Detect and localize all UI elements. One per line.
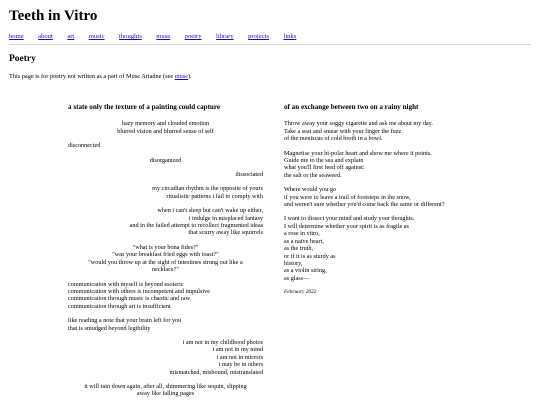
poem-line: I want to dissect your mind and study your thoughts. <box>284 215 415 223</box>
poem-line: necklace?" <box>152 266 179 274</box>
poem-line: as the truth, <box>284 245 314 253</box>
poem-exchange-rainy-night <box>284 104 484 304</box>
intro-text: This page is for poetry not written as a part of Muse Ariadne (see <box>9 73 175 80</box>
poem-line: my circadian rhythm is the opposite of yours <box>152 185 263 193</box>
poem-line: it will rain down again, after all, shimmering like sequin, slipping <box>84 382 247 390</box>
nav-link-library[interactable]: library <box>216 33 234 40</box>
poem-title: a state only the texture of a painting could capture <box>68 103 221 111</box>
poem-line: or if it is as sturdy as <box>284 252 336 260</box>
main-nav <box>9 33 311 40</box>
poem-line: of the meniscus of cold broth in a bowl. <box>284 135 383 143</box>
poem-line: and in the failed attempt to recollect fragmented ideas <box>129 222 263 230</box>
poem-date: February 2022 <box>284 289 317 296</box>
page-intro <box>9 73 192 80</box>
poem-line: i am not in my mind <box>212 346 263 354</box>
page-title: Poetry <box>9 54 36 64</box>
poem-texture-of-painting <box>68 104 263 405</box>
poem-line: disorganized <box>149 156 182 164</box>
poem-line: communication with myself is beyond esoteric <box>68 280 184 288</box>
poem-line: communication through music is chaotic and raw <box>68 295 191 303</box>
poem-line: that is smudged beyond legibility <box>68 324 151 332</box>
site-title: Teeth in Vitro <box>9 8 98 24</box>
poem-line: like reading a note that your brain left for you <box>68 317 182 325</box>
poem-line: disconnected <box>68 142 101 150</box>
poem-stanza <box>68 281 263 311</box>
poem-line: that scurry away like squirrels <box>188 229 263 237</box>
poem-line: i am not in my childhood photos <box>182 338 263 346</box>
poem-line: a rose in vitro, <box>284 230 320 238</box>
poem-line: I will determine whether your spirit is as fragile as <box>284 222 409 230</box>
poem-line: and weren't sure whether you'd come back the same or different? <box>284 201 445 209</box>
poem-line: communication with others is incompetent and impulsive <box>68 287 210 295</box>
header-divider <box>9 44 531 45</box>
nav-link-muse[interactable]: muse <box>156 33 171 40</box>
poem-line: i may be in others <box>218 361 263 369</box>
poem-line: Throw away your soggy cigarette and ask me about my day. <box>284 120 433 128</box>
poem-line: Magnetise your bi-polar heart and show me where it points. <box>284 149 432 157</box>
poem-stanza <box>284 215 484 282</box>
nav-link-art[interactable]: art <box>67 33 75 40</box>
poem-line: the salt or the seaweed. <box>284 171 342 179</box>
nav-link-poetry[interactable]: poetry <box>184 33 202 40</box>
poem-line: if you were to leave a trail of footsteps in the snow, <box>284 193 411 201</box>
intro-text-end: ). <box>188 73 192 80</box>
nav-link-thoughts[interactable]: thoughts <box>119 33 142 40</box>
poem-line: away like falling pages <box>136 390 195 398</box>
poem-line: dissociated <box>235 171 263 179</box>
poem-line: communication through art is insufficient <box>68 302 171 310</box>
poem-stanza <box>68 339 263 376</box>
poem-line: Guide me to the sea and explain <box>284 157 364 165</box>
poem-line: when i can't sleep but can't wake up either, <box>157 207 263 215</box>
poem-line: as glass— <box>284 274 310 282</box>
poem-line: ritualistic patterns i fail to comply with <box>166 192 263 200</box>
poem-stanza <box>68 317 263 332</box>
poem-line: i indulge in misplaced fantasy <box>188 214 263 222</box>
nav-link-projects[interactable]: projects <box>248 33 269 40</box>
poem-stanza <box>68 185 263 200</box>
nav-link-home[interactable]: home <box>9 33 24 40</box>
poem-line: Where would you go <box>284 186 337 194</box>
poem-line: hazy memory and clouded emotion <box>121 120 210 128</box>
poem-line: blurred vision and blurred sense of self <box>117 127 214 135</box>
poem-line: mismatched, misbound, mistranslated <box>169 368 263 376</box>
poem-line: as a violin string, <box>284 267 327 275</box>
poem-line: "what is your bona fides?" <box>132 243 199 251</box>
poem-line: as a naïve heart, <box>284 237 324 245</box>
poem-line: history, <box>284 259 303 267</box>
poem-line: what you'll first feed off against: <box>284 164 365 172</box>
poem-stanza <box>284 186 484 208</box>
poem-stanza <box>68 157 263 164</box>
poem-line: Take a seat and smear with your finger the fuzz <box>284 127 402 135</box>
poem-stanza <box>68 142 263 149</box>
poem-line: "was your breakfast fried eggs with toast?" <box>112 251 219 259</box>
poem-stanza <box>284 120 484 142</box>
nav-link-links[interactable]: links <box>283 33 297 40</box>
poem-line: "would you throw up at the sight of intestines strung out like a <box>88 258 243 266</box>
poem-stanza <box>68 120 263 135</box>
poem-line: i am not in mirrors <box>216 353 263 361</box>
poem-stanza <box>68 171 263 178</box>
nav-link-music[interactable]: music <box>88 33 105 40</box>
nav-link-about[interactable]: about <box>38 33 53 40</box>
poem-title: of an exchange between two on a rainy night <box>284 103 419 111</box>
intro-muse-link[interactable]: muse <box>174 73 189 80</box>
poem-stanza <box>68 244 263 274</box>
poem-stanza <box>68 207 263 237</box>
poem-stanza <box>68 383 263 398</box>
poem-stanza <box>284 150 484 180</box>
